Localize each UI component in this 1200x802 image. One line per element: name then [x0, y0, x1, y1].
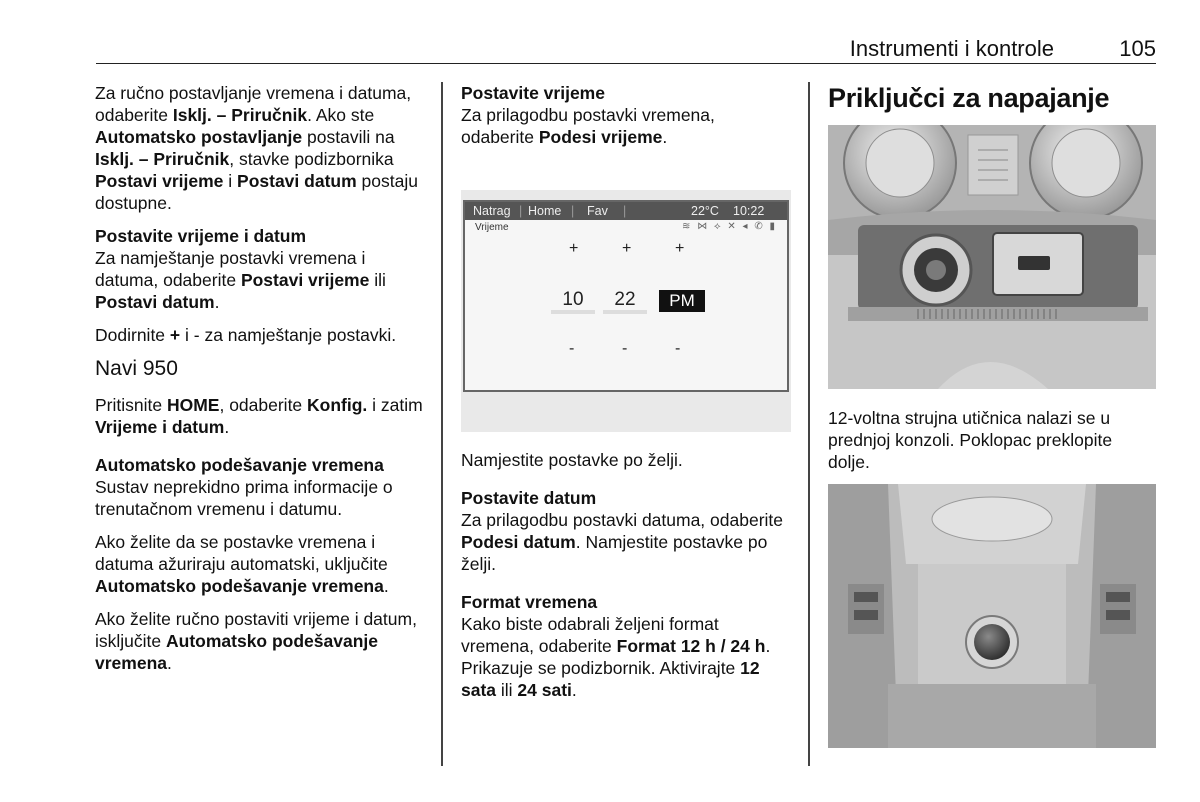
tab-back[interactable]: Natrag: [473, 204, 511, 218]
paragraph: Ako želite da se postavke vremena i datuma ažuriraju automatski, uključite Automatsko podešavanje vremena.: [95, 532, 389, 596]
paragraph: 12-voltna strujna utičnica nalazi se u prednjoj konzoli. Poklopac preklopite dolje.: [828, 408, 1113, 472]
hour-value[interactable]: 10: [562, 289, 584, 310]
column-divider: [441, 82, 443, 766]
page-number: 105: [1119, 36, 1156, 61]
ampm-value[interactable]: PM: [659, 290, 705, 312]
paragraph: Za prilagodbu postavki vremena, odaberite Podesi vrijeme.: [461, 105, 715, 147]
subheading: Postavite vrijeme i datum: [95, 226, 307, 246]
section-heading-navi: Navi 950: [95, 357, 178, 380]
clock-readout: 10:22: [733, 204, 765, 218]
hour-increase-button[interactable]: +: [569, 240, 579, 257]
paragraph: Za ručno postavljanje vremena i datuma, odaberite Isklj. – Priručnik. Ako ste Automatsko postavljanje postavili na Isklj. – Priručnik, stavke podizbornika Postavi vrijeme i Postavi datum postaju dostupne.: [95, 83, 418, 213]
page-header: [96, 36, 1156, 64]
middle-column-lower: [461, 449, 791, 712]
console-photo-12v-socket: [828, 125, 1156, 389]
paragraph: Kako biste odabrali željeni format vremena, odaberite Format 12 h / 24 h. Prikazuje se podizbornik. Aktivirajte 12 sata ili 24 sati.: [461, 614, 771, 700]
status-icons: ≋ ⋈ ⟡ ✕ ◂ ✆ ▮: [682, 221, 777, 232]
column-divider: [808, 82, 810, 766]
minute-increase-button[interactable]: +: [622, 240, 632, 257]
minute-value[interactable]: 22: [614, 289, 636, 310]
paragraph: Za namještanje postavki vremena i datuma, odaberite Postavi vrijeme ili Postavi datum.: [95, 248, 386, 312]
screen-top-bar: Natrag | Home | Fav | 22°C 10:22: [465, 202, 787, 220]
ampm-increase-button[interactable]: +: [675, 240, 685, 257]
subheading: Postavite vrijeme: [461, 83, 605, 103]
middle-column: [461, 82, 791, 159]
left-column: [95, 82, 425, 685]
tab-fav[interactable]: Fav: [587, 204, 608, 218]
temperature-readout: 22°C: [691, 204, 719, 218]
ampm-decrease-button[interactable]: -: [675, 340, 681, 357]
paragraph: Namjestite postavke po želji.: [461, 450, 683, 470]
subheading: Automatsko podešavanje vremena: [95, 455, 384, 475]
paragraph: Pritisnite HOME, odaberite Konfig. i zatim Vrijeme i datum.: [95, 395, 423, 437]
paragraph: Za prilagodbu postavki datuma, odaberite Podesi datum. Namjestite postavke po želji.: [461, 510, 784, 574]
display-illustration: [461, 190, 791, 432]
tab-home[interactable]: Home: [528, 204, 562, 218]
paragraph: Sustav neprekidno prima informacije o trenutačnom vremenu i datumu.: [95, 477, 393, 519]
paragraph: Dodirnite + i - za namještanje postavki.: [95, 325, 397, 345]
paragraph: Ako želite ručno postaviti vrijeme i datum, isključite Automatsko podešavanje vremena.: [95, 609, 417, 673]
console-photo-rear-socket: [828, 484, 1156, 748]
right-column-lower: [828, 407, 1158, 484]
time-settings-screen: [463, 200, 789, 392]
screen-subtitle: Vrijeme: [475, 222, 509, 233]
hour-decrease-button[interactable]: -: [569, 340, 575, 357]
subheading: Postavite datum: [461, 488, 597, 508]
subheading: Format vremena: [461, 592, 598, 612]
right-column: [828, 82, 1158, 124]
minute-decrease-button[interactable]: -: [622, 340, 628, 357]
section-heading-power-outlets: Priključci za napajanje: [828, 83, 1110, 113]
chapter-title: Instrumenti i kontrole: [849, 36, 1054, 61]
